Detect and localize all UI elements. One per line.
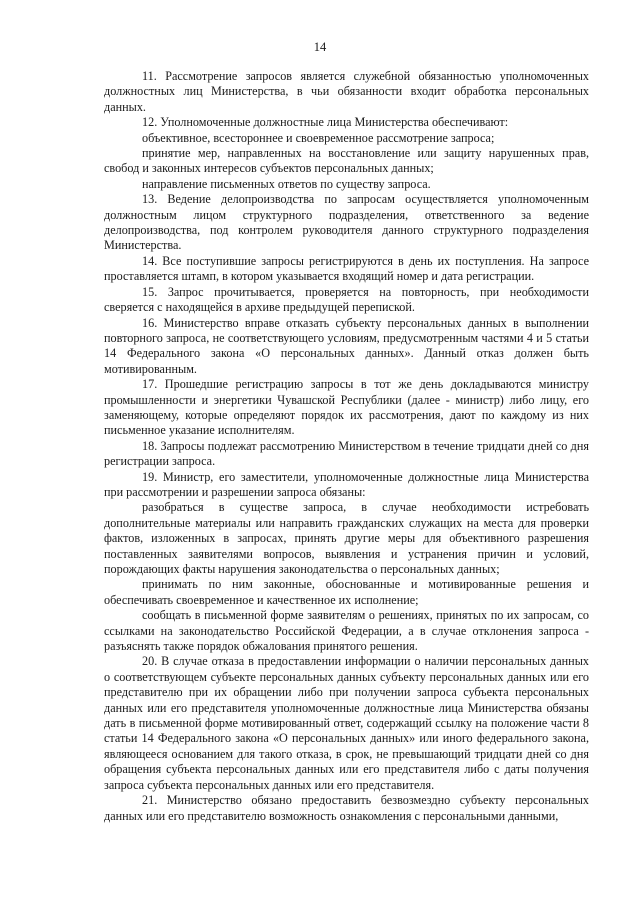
paragraph-21: 21. Министерство обязано предоставить безвозмездно субъекту персональных данных или его представителю возможность ознакомления с персональными данными, xyxy=(104,793,589,823)
paragraph-17: 17. Прошедшие регистрацию запросы в тот же день докладываются министру промышленности и энергетики Чувашской Республики (далее - министр) либо лицу, его заменяющему, которые определяют порядок их рассмотрения, дают по каждому из них письменное указание исполнителям. xyxy=(104,377,589,438)
paragraph-15: 15. Запрос прочитывается, проверяется на повторность, при необходимости сверяется с находящейся в архиве предыдущей перепиской. xyxy=(104,284,589,315)
paragraph-16: 16. Министерство вправе отказать субъекту персональных данных в выполнении повторного запроса, не соответствующего условиям, предусмотренным частями 4 и 5 статьи 14 Федерального закона «О персональных данных». Данный отказ должен быть мотивированным. xyxy=(104,315,589,376)
paragraph-12: 12. Уполномоченные должностные лица Министерства обеспечивают: xyxy=(142,115,509,130)
paragraph-19-item: сообщать в письменной форме заявителям о решениях, принятых по их запросам, со ссылками на законодательство Российской Федерации, а в случае отклонения запроса - разъяснять также порядок обжалования принятого решения. xyxy=(104,608,589,654)
page-number: 14 xyxy=(313,40,327,54)
paragraph-18: 18. Запросы подлежат рассмотрению Министерством в течение тридцати дней со дня регистрации запроса. xyxy=(104,438,589,469)
paragraph-12-item: направление письменных ответов по существу запроса. xyxy=(142,176,431,191)
paragraph-19-item: разобраться в существе запроса, в случае необходимости истребовать дополнительные материалы или направить гражданских служащих на места для проверки фактов, изложенных в запросах, принять другие меры для объективного разрешения поставленных заявителями вопросов, выявления и устранения причин и условий, порождающих факты нарушения законодательства о персональных данных; xyxy=(104,500,589,576)
paragraph-19-item: принимать по ним законные, обоснованные и мотивированные решения и обеспечивать своевременное и качественное их исполнение; xyxy=(104,577,589,607)
paragraph-12-item: объективное, всестороннее и своевременное рассмотрение запроса; xyxy=(142,130,495,145)
paragraph-12-item: принятие мер, направленных на восстановление или защиту нарушенных прав, свобод и законных интересов субъектов персональных данных; xyxy=(104,146,589,176)
document-body xyxy=(104,69,589,824)
paragraph-11: 11. Рассмотрение запросов является служебной обязанностью уполномоченных должностных лиц Министерства, в чьи обязанности входит обработка персональных данных. xyxy=(104,69,589,114)
paragraph-13: 13. Ведение делопроизводства по запросам осуществляется уполномоченным должностным лицом структурного подразделения, ответственного за ведение делопроизводства, под контролем руководителя данного структурного подразделения Министерства. xyxy=(104,192,589,253)
paragraph-20: 20. В случае отказа в предоставлении информации о наличии персональных данных о соответствующем субъекте персональных данных субъекту персональных данных или его представителю при их обращении либо при получении запроса субъекта персональных данных или его представителя уполномоченные должностные лица Министерства обязаны дать в письменной форме мотивированный ответ, содержащий ссылку на положение части 8 статьи 14 Федерального закона «О персональных данных» или иного федерального закона, являющееся основанием для такого отказа, в срок, не превышающий тридцати дней со дня обращения субъекта персональных данных или его представителя либо с даты получения запроса субъекта персональных данных или его представителя. xyxy=(104,654,589,792)
paragraph-14: 14. Все поступившие запросы регистрируются в день их поступления. На запросе проставляется штамп, в котором указывается входящий номер и дата регистрации. xyxy=(104,253,589,284)
paragraph-19: 19. Министр, его заместители, уполномоченные должностные лица Министерства при рассмотрении и разрешении запроса обязаны: xyxy=(104,469,589,499)
